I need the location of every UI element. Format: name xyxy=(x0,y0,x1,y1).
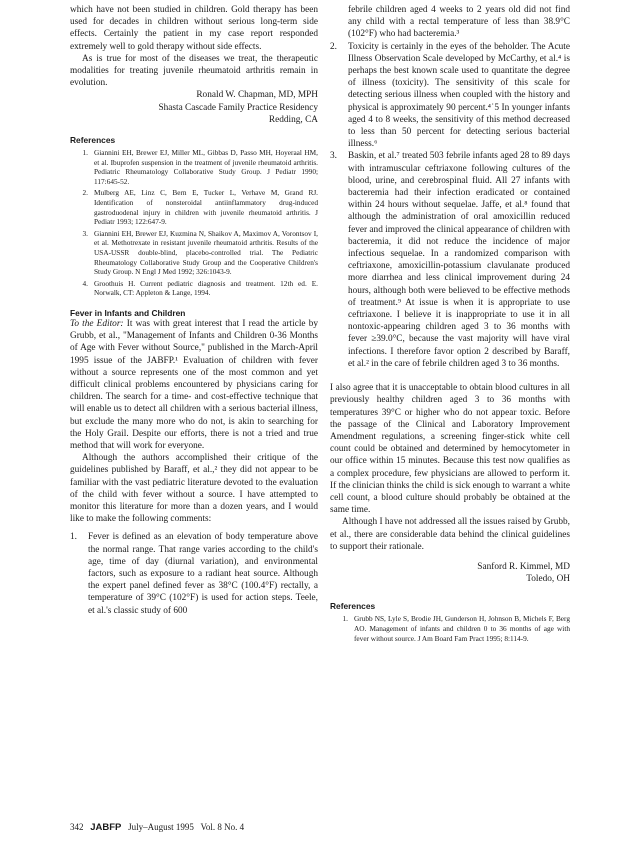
comments-list-continued xyxy=(330,4,570,370)
reference-item: 4. Groothuis H. Current pediatric diagnosis and treatment. 12th ed. E. Norwalk, CT: Appleton & Lange, 1994. xyxy=(82,278,318,298)
letter-paragraph-2: Although the authors accomplished their critique of the guidelines published by Baraff, et al.,² they did not appear to be familiar with the vast pediatric literature devoted to the evaluation of the child with fever without a source. I have attempted to monitor this literature for more than a dozen years, and I would like to make the following comments: xyxy=(70,453,318,525)
left-column xyxy=(70,4,318,617)
references-list-2 xyxy=(330,614,570,643)
signature-name-2: Sanford R. Kimmel, MD xyxy=(477,561,570,572)
comment-item-2: 2. Toxicity is certainly in the eyes of the beholder. The Acute Illness Observation Scale developed by McCarthy, et al.⁴ is perhaps the best known scale used to quantitate the degree of illness (toxicity). The sensitivity of this scale for detecting serious illness when coupled with the history and physical is approximately 90 percent.⁴˙5 In younger infants aged 4 to 8 weeks, the sensitivity of this method decreased to less than 50 percent for detecting serious bacterial illness.⁶ xyxy=(330,41,570,150)
intro-paragraph-2: As is true for most of the diseases we treat, the therapeutic modalities for treating juvenile rheumatoid arthritis remain in evolution. xyxy=(70,53,318,89)
to-editor-salutation: To the Editor: xyxy=(70,318,124,329)
comment-item-1-continued: febrile children aged 4 weeks to 2 years old did not find any child with a rectal temperature of less than 38.9°C (102°F) who had bacteremia.³ xyxy=(348,5,570,40)
closing-paragraph: Although I have not addressed all the issues raised by Grubb, et al., there are considerable data behind the clinical guidelines to support their rationale. xyxy=(330,517,570,552)
intro-paragraph-1: which have not been studied in children. Gold therapy has been used for decades in children without serious long-term side effects. Certainly the patient in my case report responded extremely well to gold therapy without side effects. xyxy=(70,5,318,52)
page-number: 342 xyxy=(70,822,84,832)
agree-paragraph: I also agree that it is unacceptable to obtain blood cultures in all previously healthy children aged 3 to 36 months with temperatures 39°C or higher who do not appear toxic. Before the passage of the Clinical and Laboratory Improvement Amendment regulations, a screening finger-stick white cell count could be obtained and determined by hemocytometer in our office within 15 minutes. Because this test now qualifies as a complex procedure, few physicians are allowed to perform it. If the clinician thinks the child is sick enough to warrant a white cell count, a blood culture should probably be obtained at the same time. xyxy=(330,383,570,516)
journal-name: JABFP xyxy=(90,822,122,833)
volume-number: Vol. 8 No. 4 xyxy=(200,822,245,832)
signature-org-1: Shasta Cascade Family Practice Residency xyxy=(158,102,318,113)
reference-item: 1. Giannini EH, Brewer EJ, Miller ML, Gibbas D, Passo MH, Hoyeraal HM, et al. Ibuprofen suspension in the treatment of juvenile rheumatoid arthritis. Pediatric Rheumatology Collaborative Study Group. J Pediatr 1990; 117:645-52. xyxy=(82,148,318,186)
comments-list xyxy=(70,531,318,616)
reference-item: 3. Giannini EH, Brewer EJ, Kuzmina N, Shaikov A, Maximov A, Vorontsov I, et al. Methotrexate in resistant juvenile rheumatoid arthritis. Results of the USA-USSR double-blind, placebo-controlled trial. The Pediatric Rheumatology Collaborative Study Group and the Cooperative Children's Study Group. N Engl J Med 1992; 326:1043-9. xyxy=(82,228,318,277)
references-list-1 xyxy=(70,148,318,298)
references-heading-1: References xyxy=(70,135,116,146)
comment-item-3: 3. Baskin, et al.⁷ treated 503 febrile infants aged 28 to 89 days with intramuscular ceftriaxone following cultures of the blood, urine, and cerebrospinal fluid. All 27 infants with bacteremia had their infection eradicated or contained within 24 hours without sequelae. Jaffe, et al.⁸ found that although the administration of oral amoxicillin reduced fever and improved the clinical appearance of children with bacteremia, it did not reduce the incidence of major infectious sequelae. In a randomized comparison with ceftriaxone, amoxicillin-potassium clavulanate produced more diarrhea and less clinical improvement during 24 hours, although both were believed to be effective methods of treatment.⁹ At issue is when it is appropriate to use ceftriaxone. I believe it is inappropriate to use it in all nontoxic-appearing children aged 3 to 36 months with fever ≥39.0°C, because the vast majority will have viral infections. I therefore favor option 2 described by Baraff, et al.² in the care of febrile children aged 3 to 36 months. xyxy=(330,151,570,369)
issue-date: July–August 1995 xyxy=(128,822,194,832)
comment-item-1: 1. Fever is defined as an elevation of body temperature above the normal range. That range varies according to the child's age, time of day (diurnal variation), and environmental factors, such as exposure to a radiant heat source. Although the expert panel defined fever as 38°C (100.4°F) rectally, a temperature of 39°C (102°F) is used for action steps. Teele, et al.'s classic study of 600 xyxy=(70,532,318,616)
signature-city-1: Redding, CA xyxy=(268,114,318,125)
letter-title: Fever in Infants and Children xyxy=(70,307,186,318)
reference-item: 2. Mulberg AE, Linz C, Bern E, Tucker L, Verhave M, Grand RJ. Identification of nonsteroidal antiinflammatory drug-induced gastroduodenal injury in children with juvenile rheumatoid arthritis. J Pediatr 1993; 122:647-9. xyxy=(82,188,318,227)
signature-city-2: Toledo, OH xyxy=(526,574,570,585)
letter-paragraph-1: To the Editor: It was with great interest that I read the article by Grubb, et al., "Management of Infants and Children 0-36 Months of Age with Fever without Source," published in the March-April 1995 issue of the JABFP.¹ Evaluation of children with fever without a source represents one of the most common and yet difficult clinical problems encountered by physicians caring for children. The search for a time- and cost-effective technique that will enable us to detect all children with a serious bacterial illness, but exclude the many more who do not, is akin to searching for the Holy Grail. Despite our efforts, there is not a tried and true method that will work for everyone. xyxy=(70,318,319,451)
right-column xyxy=(330,4,570,645)
references-heading-2: References xyxy=(330,601,376,612)
page-footer xyxy=(70,822,244,833)
reference-item: 1. Grubb NS, Lyle S, Brodie JH, Gunderson H, Johnson B, Michels F, Berg AO. Management of infants and children 0 to 36 months of age with fever without source. J Am Board Fam Pract 1995; 8:114-9. xyxy=(342,614,570,643)
signature-name-1: Ronald W. Chapman, MD, MPH xyxy=(196,90,318,101)
